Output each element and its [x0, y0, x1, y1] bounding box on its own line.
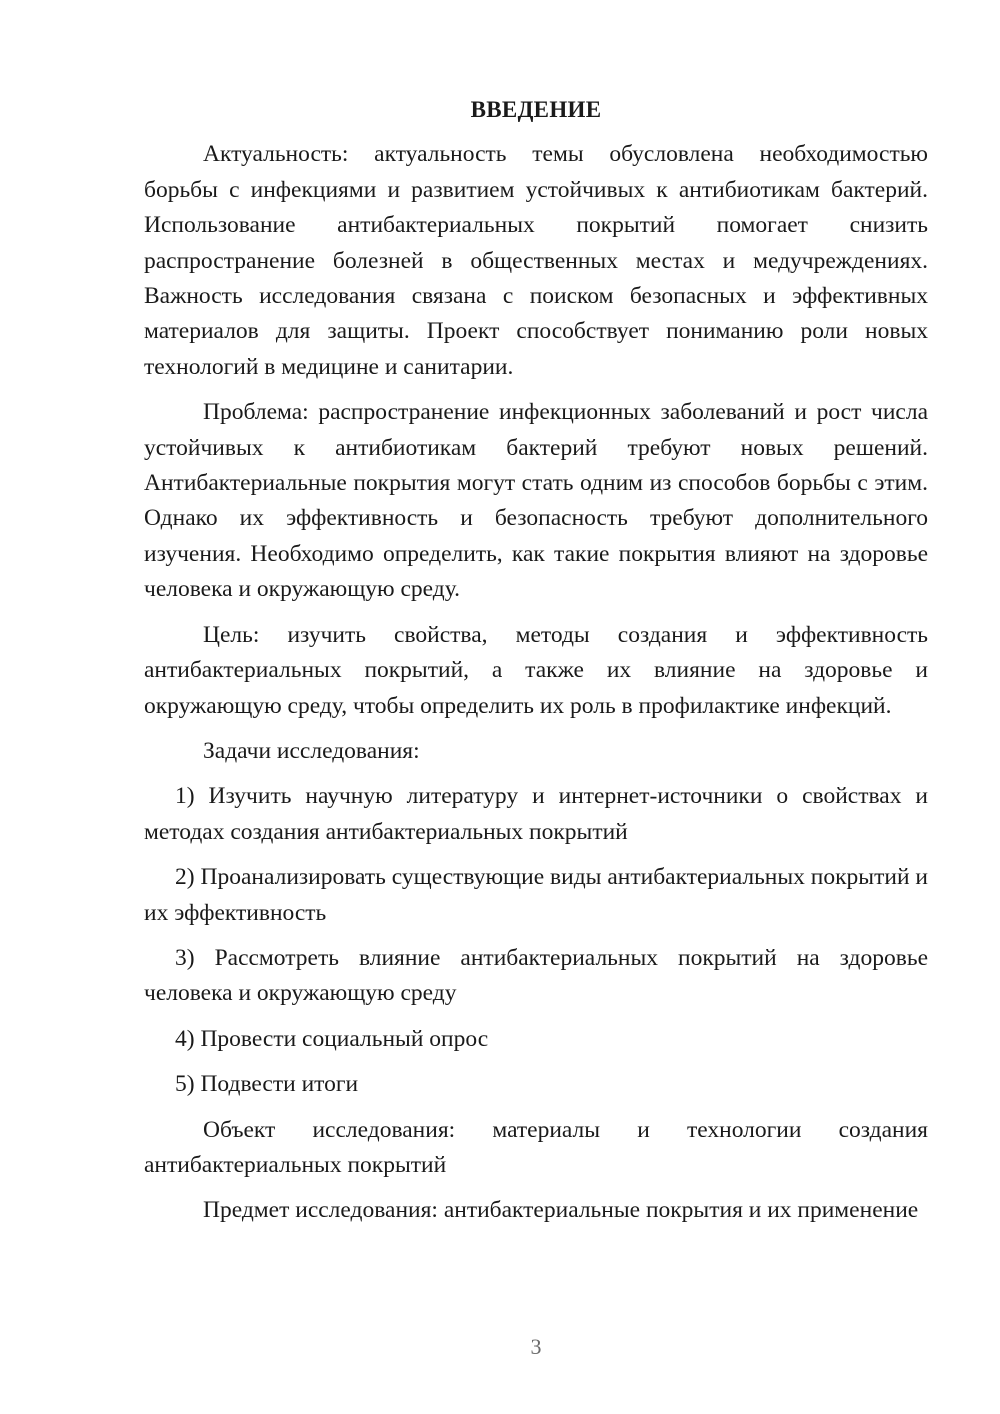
page-number: 3: [530, 1334, 542, 1359]
task-item-2: 2) Проанализировать существующие виды антибактериальных покрытий и их эффективность: [144, 864, 928, 926]
paragraph-goal: Цель: изучить свойства, методы создания и эффективность антибактериальных покрытий, а также их влияние на здоровье и окружающую среду, чтобы определить их роль в профилактике инфекций.: [144, 621, 928, 719]
paragraph-relevance: Актуальность: актуальность темы обусловлена необходимостью борьбы с инфекциями и развитием устойчивых к антибиотикам бактерий. Использование антибактериальных покрытий помогает снизить распространение болезней в общественных местах и медучреждениях. Важность исследования связана с поиском безопасных и эффективных материалов для защиты. Проект способствует пониманию роли новых технологий в медицине и санитарии.: [144, 141, 928, 380]
task-item-3: 3) Рассмотреть влияние антибактериальных покрытий на здоровье человека и окружающую среду: [144, 944, 928, 1007]
paragraph-subject: Предмет исследования: антибактериальные покрытия и их применение: [203, 1197, 919, 1224]
task-item-1: 1) Изучить научную литературу и интернет-источники о свойствах и методах создания антибактериальных покрытий: [144, 783, 928, 845]
task-item-4: 4) Провести социальный опрос: [175, 1025, 489, 1052]
page-content: [144, 92, 928, 1229]
task-item-5: 5) Подвести итоги: [175, 1071, 359, 1098]
paragraph-object: Объект исследования: материалы и технологии создания антибактериальных покрытий: [144, 1116, 928, 1178]
tasks-heading: Задачи исследования:: [203, 737, 420, 764]
paragraph-problem: Проблема: распространение инфекционных заболеваний и рост числа устойчивых к антибиотикам бактерий требуют новых решений. Антибактериальные покрытия могут стать одним из способов борьбы с этим. Однако их эффективность и безопасность требуют дополнительного изучения. Необходимо определить, как такие покрытия влияют на здоровье человека и окружающую среду.: [144, 399, 928, 603]
page-title: ВВЕДЕНИЕ: [470, 97, 602, 122]
